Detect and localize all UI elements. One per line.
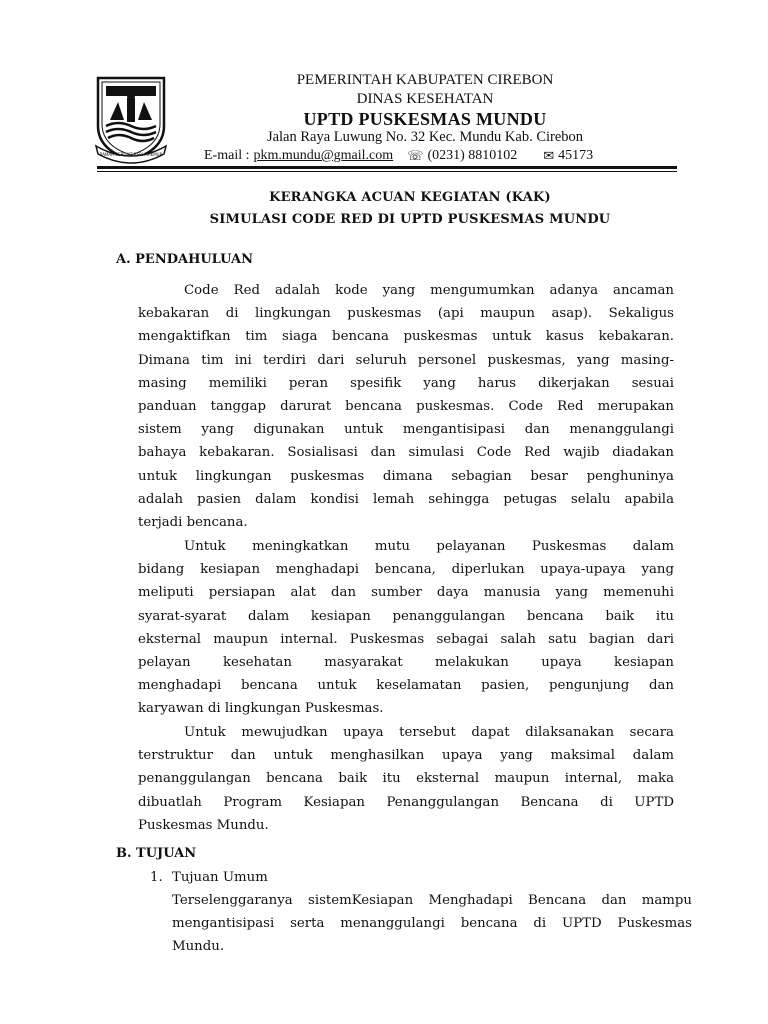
paragraph-line: untuk lingkungan puskesmas dimana sebagian besar penghuninya (138, 468, 674, 484)
phone-number: (0231) 8810102 (427, 148, 518, 163)
paragraph-line: pelayan kesehatan masyarakat melakukan upaya kesiapan (138, 654, 674, 670)
cirebon-regency-emblem-icon (94, 74, 168, 164)
paragraph-line: karyawan di lingkungan Puskesmas. (138, 701, 384, 717)
paragraph-line: Dimana tim ini terdiri dari seluruh personel puskesmas, yang masing- (138, 352, 674, 368)
paragraph-line: Untuk meningkatkan mutu pelayanan Puskesmas dalam (184, 539, 674, 554)
paragraph-line: mengaktifkan tim siaga bencana puskesmas untuk kasus kebakaran. (138, 329, 674, 345)
letterhead-institution: UPTD PUSKESMAS MUNDU (303, 109, 547, 129)
list-label: Tujuan Umum (172, 870, 268, 885)
paragraph-line: Code Red adalah kode yang mengumumkan adanya ancaman (184, 283, 674, 298)
envelope-icon: ✉ (543, 148, 555, 163)
paragraph-line: terjadi bencana. (138, 514, 248, 530)
paragraph-line: eksternal maupun internal. Puskesmas sebagai salah satu bagian dari (138, 631, 674, 647)
paragraph-line: panduan tanggap darurat bencana puskesmas. Code Red merupakan (138, 398, 674, 414)
letterhead-government: PEMERINTAH KABUPATEN CIREBON (296, 72, 554, 88)
paragraph-line: sistem yang digunakan untuk mengantisipasi dan menanggulangi (138, 422, 674, 438)
postal-code: 45173 (558, 148, 594, 163)
list-number: 1. (150, 870, 163, 885)
letterhead-address: Jalan Raya Luwung No. 32 Kec. Mundu Kab. Cirebon (266, 129, 584, 145)
paragraph-line: dibuatlah Program Kesiapan Penanggulangan Bencana di UPTD (138, 794, 674, 810)
letterhead-department: DINAS KESEHATAN (356, 91, 494, 107)
section-a-heading: A. PENDAHULUAN (116, 252, 254, 267)
paragraph-2 (138, 535, 674, 721)
email-link[interactable]: pkm.mundu@gmail.com (253, 148, 394, 163)
letterhead-contact (204, 148, 674, 164)
paragraph-4 (172, 889, 692, 959)
paragraph-line: bahaya kebakaran. Sosialisasi dan simulasi Code Red wajib diadakan (138, 445, 674, 461)
email-label: E-mail : (204, 148, 250, 163)
paragraph-line: terstruktur dan untuk menghasilkan upaya yang maksimal dalam (138, 748, 674, 764)
paragraph-line: masing memiliki peran spesifik yang harus dikerjakan sesuai (138, 375, 674, 391)
paragraph-line: Terselenggaranya sistemKesiapan Menghadapi Bencana dan mampu (172, 893, 692, 908)
section-b-heading: B. TUJUAN (116, 846, 197, 861)
document-title: KERANGKA ACUAN KEGIATAN (KAK) (269, 190, 551, 205)
letterhead-rule-thick (97, 166, 677, 169)
paragraph-line: meliputi persiapan alat dan sumber daya manusia yang memenuhi (138, 585, 674, 601)
paragraph-1 (138, 279, 674, 534)
paragraph-line: syarat-syarat dalam kesiapan penanggulangan bencana baik itu (138, 608, 674, 624)
document-subtitle: SIMULASI CODE RED DI UPTD PUSKESMAS MUNDU (209, 212, 611, 227)
paragraph-line: kebakaran di lingkungan puskesmas (api maupun asap). Sekaligus (138, 306, 674, 322)
letterhead-rule-thin (97, 171, 677, 172)
paragraph-line: Mundu. (172, 939, 225, 955)
paragraph-3 (138, 721, 674, 837)
list-item (150, 870, 268, 885)
paragraph-line: bidang kesiapan menghadapi bencana, diperlukan upaya-upaya yang (138, 562, 674, 578)
paragraph-line: menghadapi bencana untuk keselamatan pasien, pengunjung dan (138, 678, 674, 694)
paragraph-line: mengantisipasi serta menanggulangi bencana di UPTD Puskesmas (172, 916, 692, 932)
paragraph-line: Untuk mewujudkan upaya tersebut dapat dilaksanakan secara (184, 725, 674, 740)
paragraph-line: penanggulangan bencana baik itu eksternal maupun internal, maka (138, 771, 674, 787)
paragraph-line: adalah pasien dalam kondisi lemah sehingga petugas selalu apabila (138, 491, 674, 507)
paragraph-line: Puskesmas Mundu. (138, 817, 269, 833)
logo-motto: RAMAH BERGIAT BERI MAKMUR (99, 152, 163, 157)
telephone-icon: ☏ (407, 148, 424, 163)
